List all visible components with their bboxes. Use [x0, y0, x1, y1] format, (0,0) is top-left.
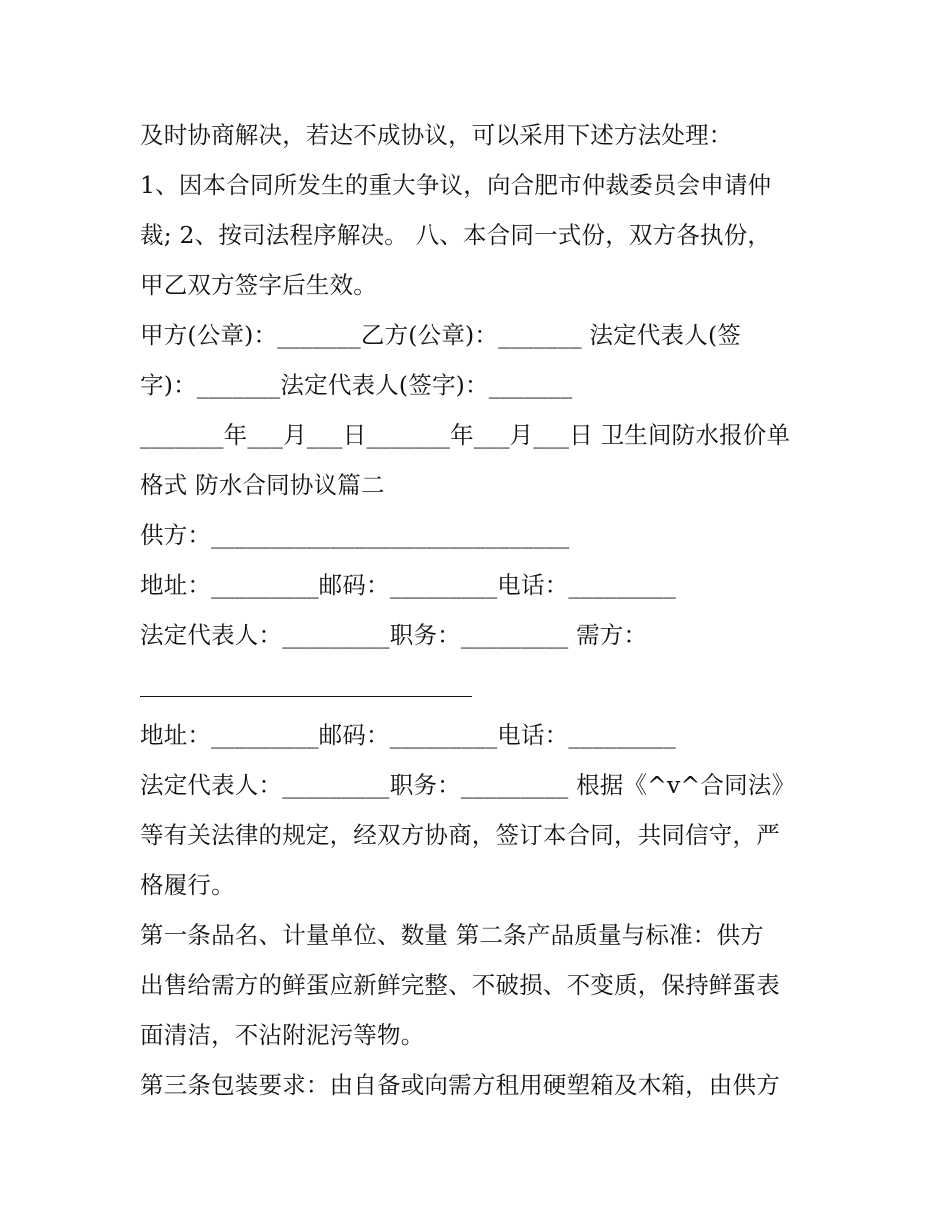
text-line: 及时协商解决，若达不成协议，可以采用下述方法处理：: [140, 121, 733, 149]
text-line: 等有关法律的规定，经双方协商，签订本合同，共同信守，严: [140, 821, 780, 849]
blank-signature-line: [140, 660, 830, 710]
text-line: 甲乙双方签字后生效。: [140, 271, 377, 299]
text-line: 面清洁，不沾附泥污等物。: [140, 1021, 425, 1049]
underline-rule: [140, 696, 472, 697]
text-line: 甲方(公章)：_______乙方(公章)：_______ 法定代表人(签: [140, 321, 742, 349]
text-line: 出售给需方的鲜蛋应新鲜完整、不破损、不变质，保持鲜蛋表: [140, 971, 780, 999]
text-line: 地址：_________邮码：_________电话：_________: [140, 721, 676, 749]
contract-text-body: [140, 110, 830, 1110]
text-line: 1、因本合同所发生的重大争议，向合肥市仲裁委员会申请仲: [140, 171, 772, 199]
text-line: 格履行。: [140, 871, 235, 899]
text-line: 字)：_______法定代表人(签字)：_______: [140, 371, 573, 399]
text-line: 第一条品名、计量单位、数量 第二条产品质量与标准：供方: [140, 921, 764, 949]
text-line: 供方：______________________________: [140, 521, 570, 549]
text-line: 地址：_________邮码：_________电话：_________: [140, 571, 676, 599]
text-line: 裁; 2、按司法程序解决。 八、本合同一式份，双方各执份，: [140, 221, 772, 249]
text-line: 法定代表人：_________职务：_________ 需方：: [140, 621, 648, 649]
text-line: 格式 防水合同协议篇二: [140, 471, 385, 499]
text-line: 第三条包装要求：由自备或向需方租用硬塑箱及木箱，由供方: [140, 1071, 780, 1099]
text-line: 法定代表人：_________职务：_________ 根据《^v^合同法》: [140, 771, 796, 799]
text-line: _______年___月___日_______年___月___日 卫生间防水报价单: [140, 421, 791, 449]
